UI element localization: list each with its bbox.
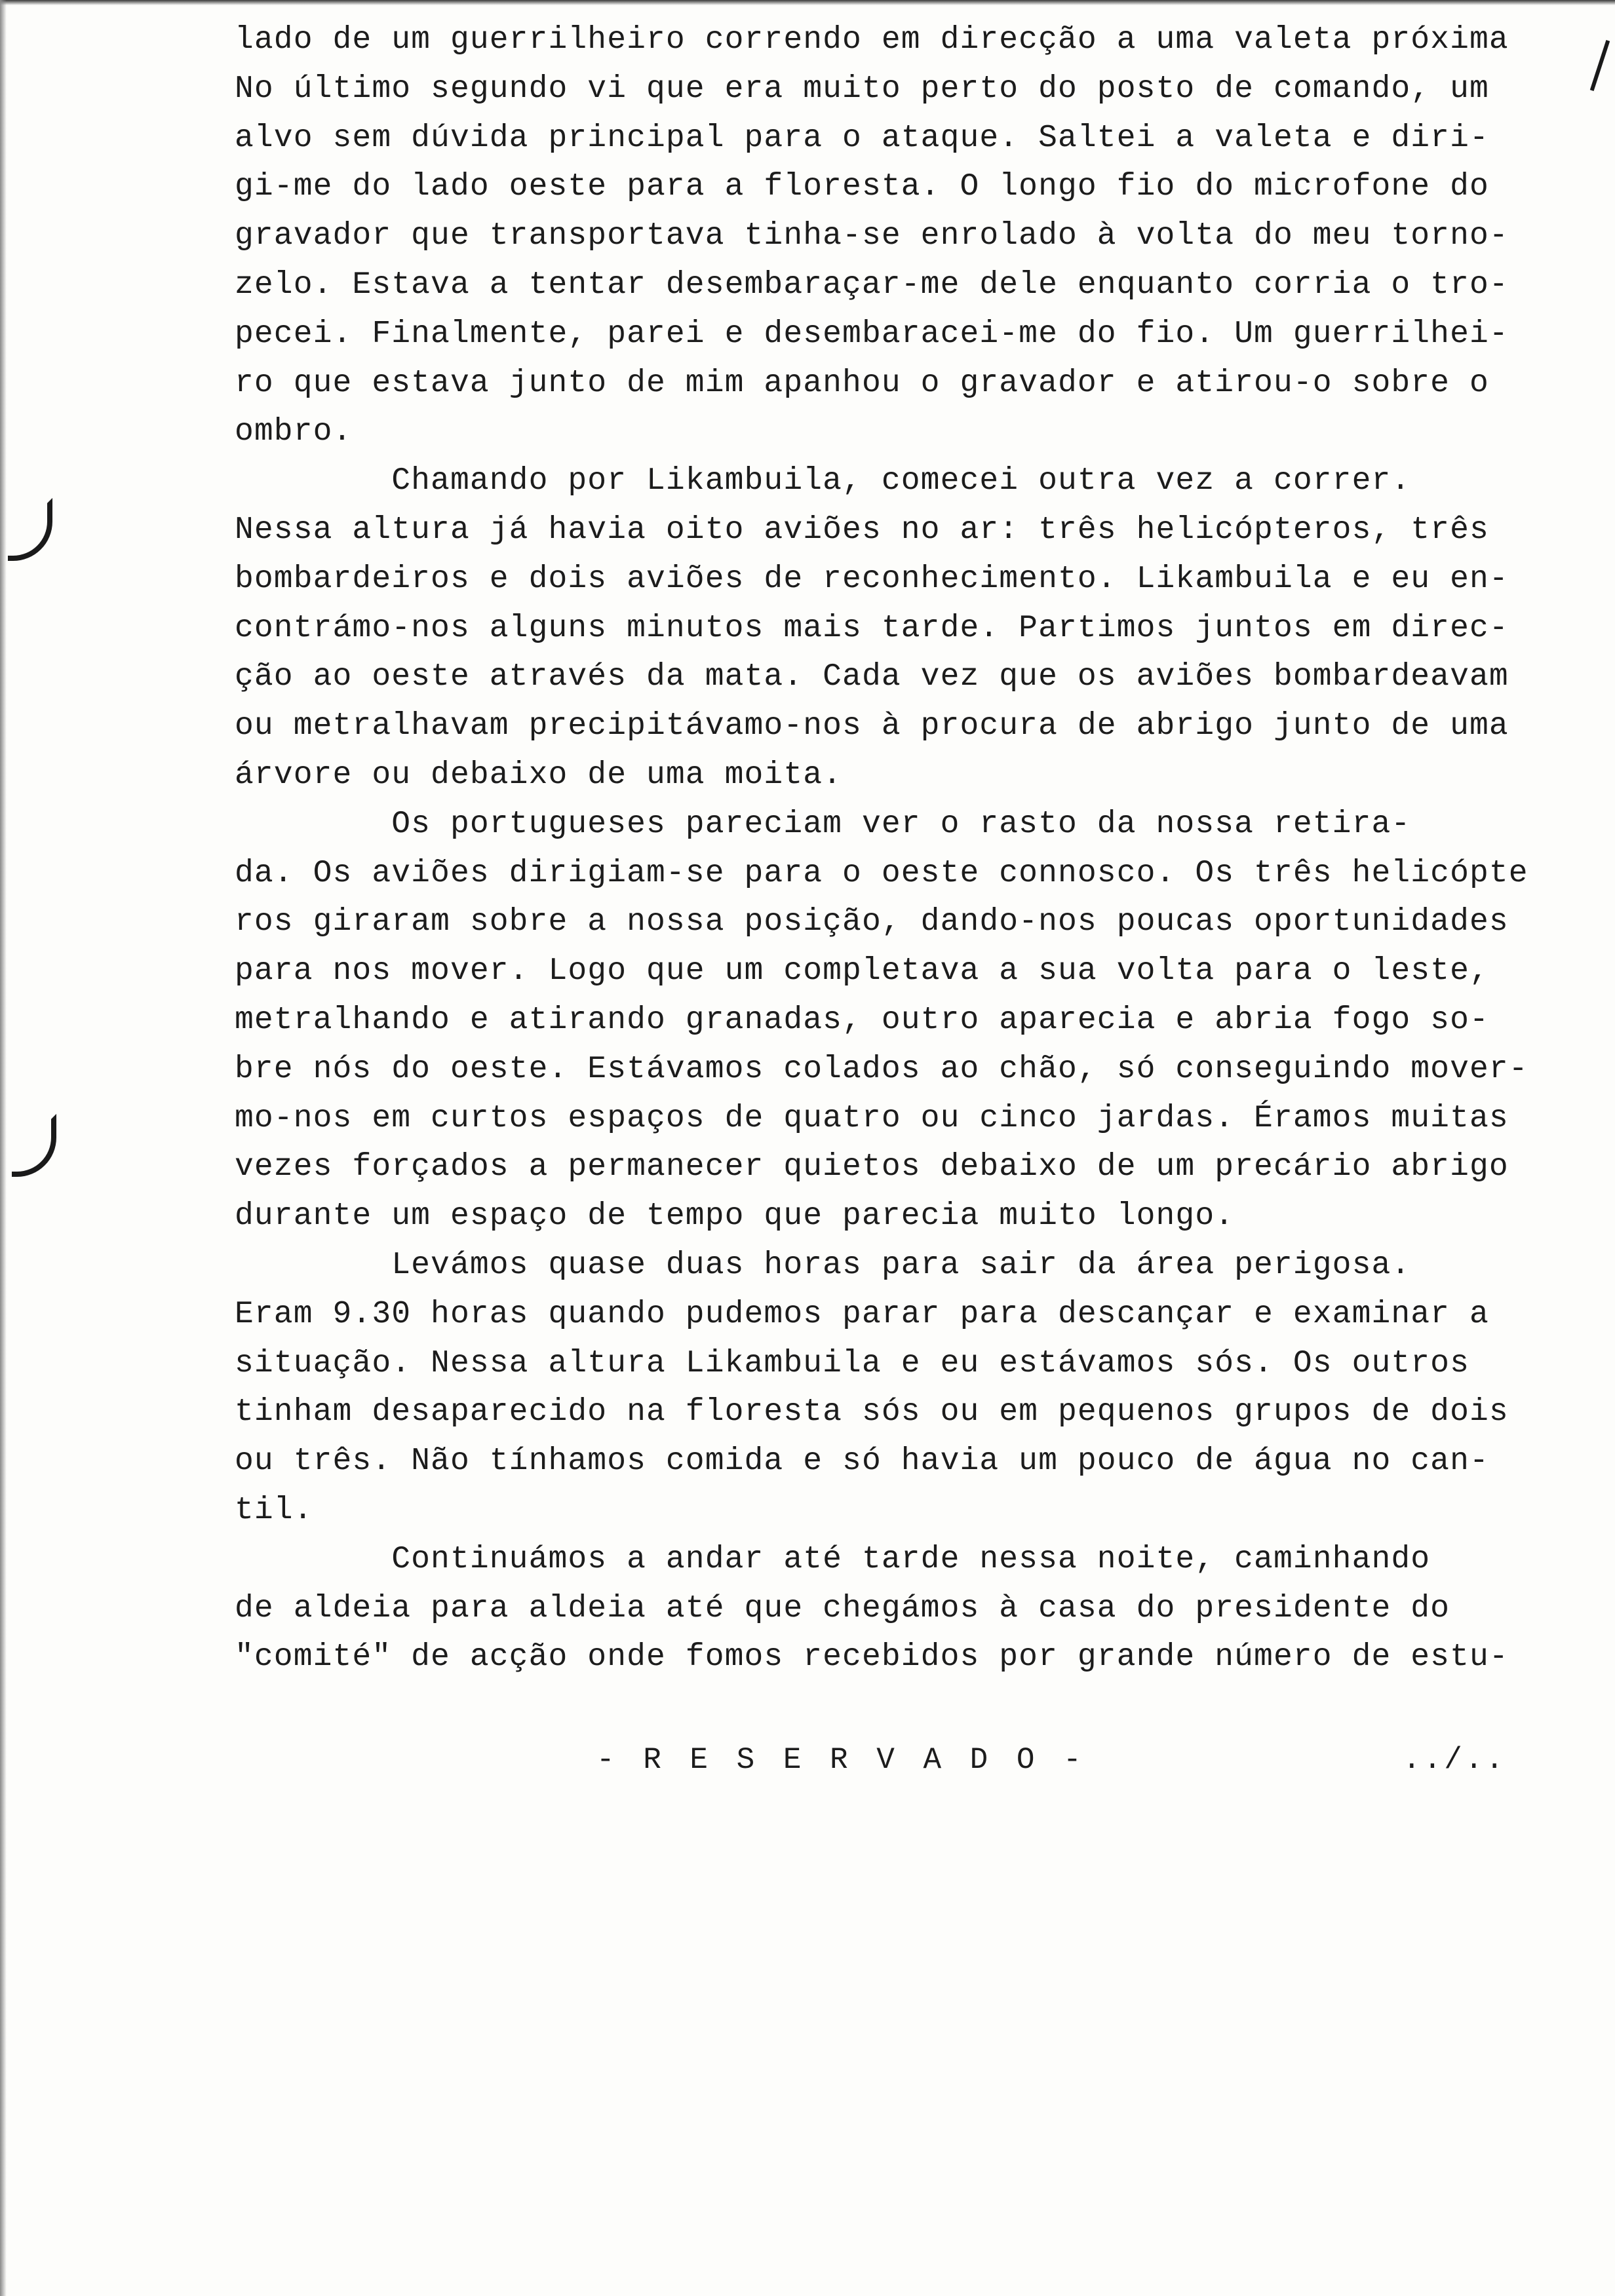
text-line: "comité" de acção onde fomos recebidos por grande número de estu- (235, 1639, 1509, 1675)
binder-hole-mark (12, 1114, 56, 1177)
text-line: árvore ou debaixo de uma moita. (235, 757, 843, 793)
text-line: contrámo-nos alguns minutos mais tarde. Partimos juntos em direc- (235, 610, 1509, 646)
text-line: lado de um guerrilheiro correndo em direcção a uma valeta próxima (235, 22, 1509, 58)
text-line: til. (235, 1492, 313, 1528)
text-line: mo-nos em curtos espaços de quatro ou cinco jardas. Éramos muitas (235, 1100, 1509, 1136)
continuation-mark: ../.. (1403, 1743, 1507, 1777)
text-line: situação. Nessa altura Likambuila e eu estávamos sós. Os outros (235, 1345, 1469, 1381)
text-line: durante um espaço de tempo que parecia muito longo. (235, 1198, 1235, 1234)
text-line: Nessa altura já havia oito aviões no ar: três helicópteros, três (235, 512, 1489, 548)
text-line: ou três. Não tínhamos comida e só havia um pouco de água no can- (235, 1444, 1489, 1480)
text-line: pecei. Finalmente, parei e desembaracei-me do fio. Um guerrilhei- (235, 316, 1509, 352)
classification-label: - R E S E R V A D O - (596, 1743, 1087, 1777)
text-line: Continuámos a andar até tarde nessa noite, caminhando (235, 1541, 1431, 1577)
text-line: Chamando por Likambuila, comecei outra vez a correr. (235, 463, 1411, 499)
text-line: gravador que transportava tinha-se enrolado à volta do meu torno- (235, 218, 1509, 254)
text-line: ro que estava junto de mim apanhou o gravador e atirou-o sobre o (235, 365, 1489, 401)
text-line: ou metralhavam precipitávamo-nos à procura de abrigo junto de uma (235, 708, 1509, 744)
page-footer (0, 1743, 1615, 1782)
page-top-edge (0, 0, 1615, 5)
text-line: tinham desaparecido na floresta sós ou em pequenos grupos de dois (235, 1394, 1509, 1430)
text-line: metralhando e atirando granadas, outro aparecia e abria fogo so- (235, 1002, 1489, 1038)
page-left-edge (0, 0, 7, 2296)
text-line: bombardeiros e dois aviões de reconhecimento. Likambuila e eu en- (235, 561, 1509, 597)
text-line: No último segundo vi que era muito perto do posto de comando, um (235, 71, 1489, 107)
text-line: Levámos quase duas horas para sair da área perigosa. (235, 1247, 1411, 1283)
text-line: bre nós do oeste. Estávamos colados ao chão, só conseguindo mover- (235, 1051, 1528, 1087)
text-line: da. Os aviões dirigiam-se para o oeste connosco. Os três helicópte (235, 855, 1528, 891)
text-line: gi-me do lado oeste para a floresta. O longo fio do microfone do (235, 169, 1489, 205)
text-line: ombro. (235, 414, 353, 450)
text-line: ção ao oeste através da mata. Cada vez que os aviões bombardeavam (235, 659, 1509, 695)
text-line: para nos mover. Logo que um completava a sua volta para o leste, (235, 953, 1489, 989)
pen-mark (1590, 40, 1610, 91)
text-line: Os portugueses pareciam ver o rasto da nossa retira- (235, 806, 1411, 842)
text-line: alvo sem dúvida principal para o ataque. Saltei a valeta e diri- (235, 120, 1489, 156)
text-line: Eram 9.30 horas quando pudemos parar para descançar e examinar a (235, 1296, 1489, 1332)
text-line: zelo. Estava a tentar desembaraçar-me dele enquanto corria o tro- (235, 267, 1509, 303)
text-line: vezes forçados a permanecer quietos debaixo de um precário abrigo (235, 1149, 1509, 1185)
text-line: ros giraram sobre a nossa posição, dando-nos poucas oportunidades (235, 904, 1509, 940)
document-body (235, 16, 1585, 1682)
binder-hole-mark (8, 498, 52, 561)
text-line: de aldeia para aldeia até que chegámos à casa do presidente do (235, 1590, 1450, 1626)
